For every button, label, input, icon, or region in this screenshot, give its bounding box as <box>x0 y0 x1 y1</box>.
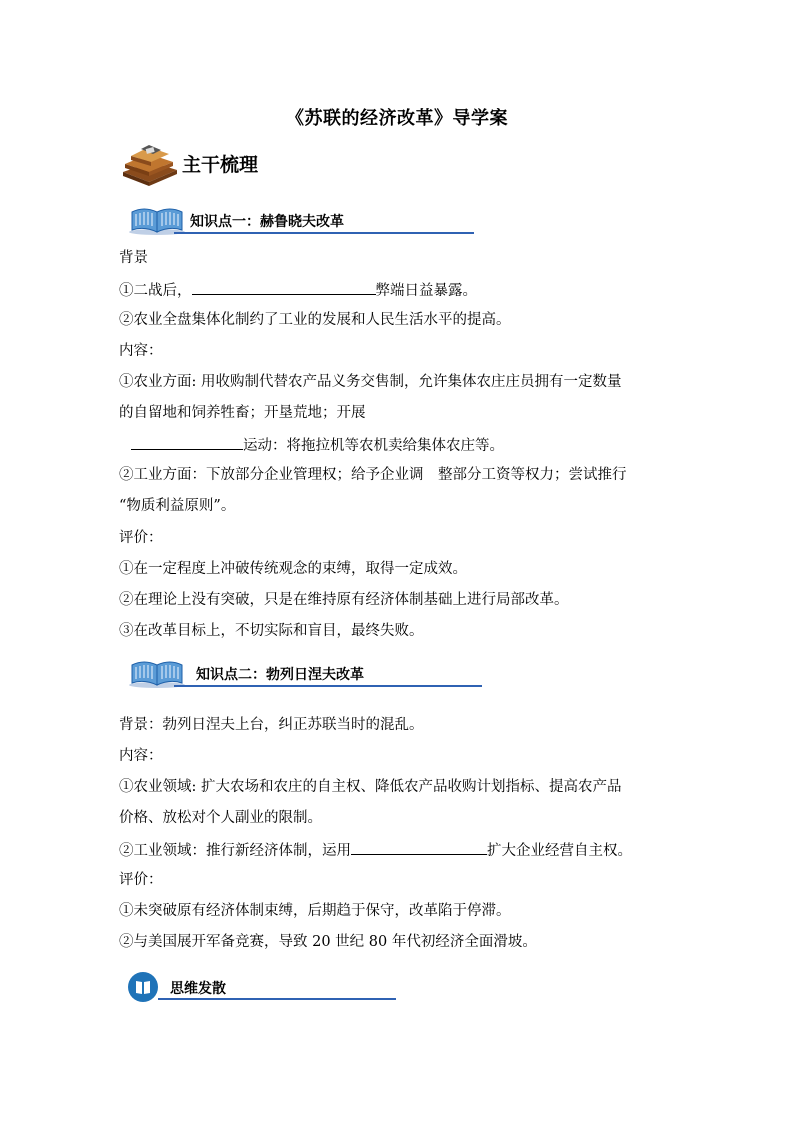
kp1-c2-line2: “物质利益原则”。 <box>119 498 236 514</box>
kp2-e2: ②与美国展开军备竞赛，导致 20 世纪 80 年代初经济全面滑坡。 <box>119 934 537 950</box>
kp1-e1: ①在一定程度上冲破传统观念的束缚，取得一定成效。 <box>119 561 467 577</box>
kp2-background: 背景：勃列日涅夫上台，纠正苏联当时的混乱。 <box>119 717 424 733</box>
kp1-c1-line3-suffix: 运动：将拖拉机等农机卖给集体农庄等。 <box>243 438 504 454</box>
fill-blank-3[interactable] <box>351 840 487 855</box>
section-main-label: 主干梳理 <box>182 154 259 176</box>
kp2-eval-heading: 评价： <box>119 872 163 888</box>
kp2-label: 知识点二：勃列日涅夫改革 <box>196 667 364 683</box>
kp2-c2-prefix: ②工业领域：推行新经济体制，运用 <box>119 843 351 859</box>
book-circle-icon <box>128 972 158 1002</box>
kp1-bg1-suffix: 弊端日益暴露。 <box>375 283 477 299</box>
kp1-e3: ③在改革目标上，不切实际和盲目，最终失败。 <box>119 623 424 639</box>
kp2-e1: ①未突破原有经济体制束缚，后期趋于保守，改革陷于停滞。 <box>119 903 511 919</box>
books-icon <box>119 142 179 188</box>
page-title: 《苏联的经济改革》导学案 <box>286 108 508 129</box>
kp1-bg1 <box>119 280 477 300</box>
kp1-c2-line1: ②工业方面：下放部分企业管理权；给予企业调 整部分工资等权力；尝试推行 <box>119 467 627 483</box>
section-think-underline <box>158 998 396 1000</box>
kp1-c1-line3 <box>119 435 504 455</box>
kp1-eval-heading: 评价： <box>119 530 163 546</box>
kp2-c1-line2: 价格、放松对个人副业的限制。 <box>119 810 322 826</box>
fill-blank-2[interactable] <box>131 435 243 450</box>
kp1-background-heading: 背景 <box>119 250 148 266</box>
kp1-e2: ②在理论上没有突破，只是在维持原有经济体制基础上进行局部改革。 <box>119 592 569 608</box>
kp2-c2 <box>119 840 632 860</box>
fill-blank-1[interactable] <box>192 280 376 295</box>
kp1-label: 知识点一：赫鲁晓夫改革 <box>190 214 344 230</box>
kp1-content-heading: 内容： <box>119 343 163 359</box>
kp2-c2-suffix: 扩大企业经营自主权。 <box>487 843 632 859</box>
kp1-c1-line2: 的自留地和饲养牲畜；开垦荒地；开展 <box>119 405 366 421</box>
kp2-underline <box>174 685 482 687</box>
kp2-content-heading: 内容： <box>119 748 163 764</box>
kp1-bg1-prefix: ①二战后， <box>119 283 192 299</box>
kp1-underline <box>174 232 474 234</box>
kp1-c1-line1: ①农业方面: 用收购制代替农产品义务交售制，允许集体农庄庄员拥有一定数量 <box>119 374 622 390</box>
kp2-c1-line1: ①农业领域: 扩大农场和农庄的自主权、降低农产品收购计划指标、提高农产品 <box>119 779 622 795</box>
kp1-bg2: ②农业全盘集体化制约了工业的发展和人民生活水平的提高。 <box>119 312 511 328</box>
section-think-label: 思维发散 <box>170 981 226 997</box>
